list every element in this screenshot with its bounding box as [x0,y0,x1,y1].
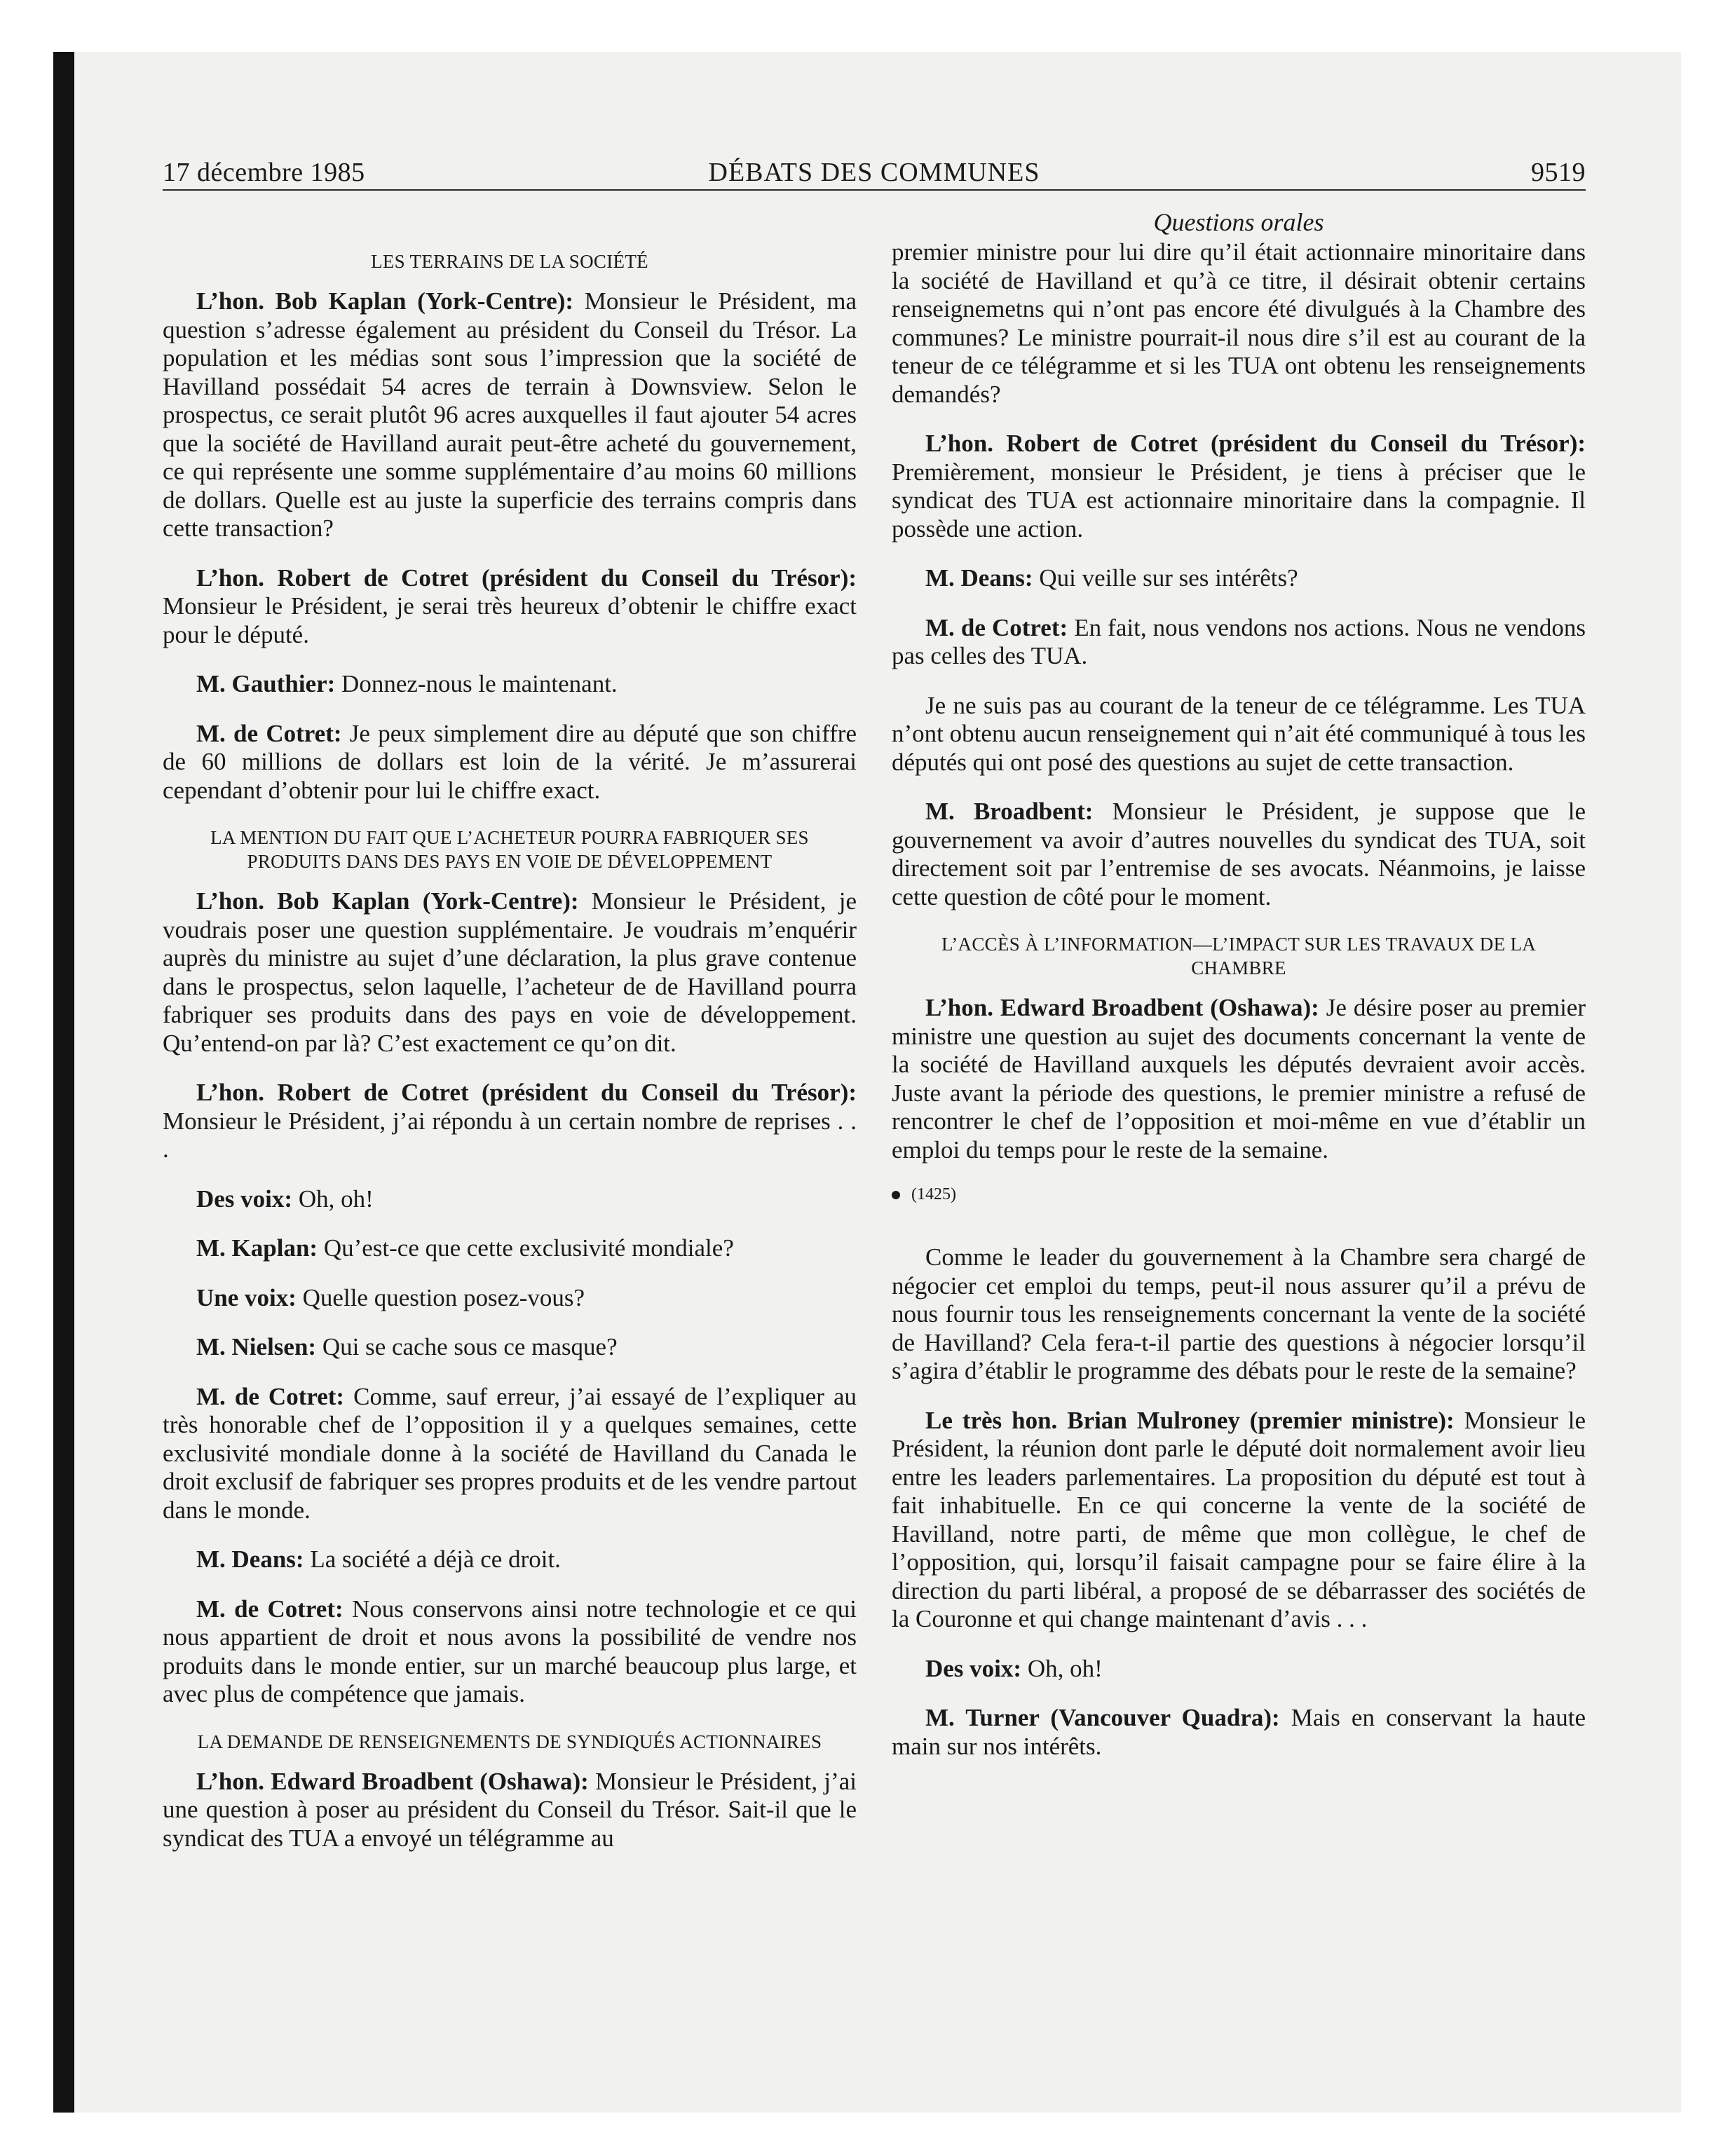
speaker-name: Une voix: [196,1283,297,1311]
continued-paragraph: premier ministre pour lui dire qu’il était actionnaire minoritaire dans la société de Havilland et qu’à ce titre, il désirait obtenir certains renseignemetns qui n’ont pas encore été divulgués à la Chambre des communes? Le ministre pourrait-il nous dire s’il est au courant de la teneur de ce télégramme et si les TUA ont obtenu les renseignements demandés? [892,238,1586,408]
speaker-name: M. Turner (Vancouver Quadra): [925,1704,1280,1731]
speech-paragraph [163,1546,857,1574]
speech-text: Qui se cache sous ce masque? [316,1333,618,1360]
speech-text: Nous conservons ainsi notre technologie et ce qui nous appartient de droit et nous avons la possibilité de vendre nos produits dans le monde entier, sur un marché beaucoup plus large, et avec plus de compétence que jamais. [163,1595,857,1707]
speech-text: Quelle question posez-vous? [296,1283,585,1311]
speech-paragraph [163,287,857,543]
speech-paragraph [163,670,857,699]
speech-text: Monsieur le Président, j’ai répondu à un certain nombre de reprises . . . [163,1107,857,1163]
speaker-name: M. Broadbent: [925,798,1094,825]
speech-text: Donnez-nous le maintenant. [335,670,618,697]
speech-paragraph [163,1333,857,1362]
subject-heading: LA MENTION DU FAIT QUE L’ACHETEUR POURRA FABRIQUER SES PRODUITS DANS DES PAYS EN VOIE DE DÉVELOPPEMENT [210,827,809,872]
speaker-name: M. de Cotret: [196,719,342,747]
speech-paragraph: Comme le leader du gouvernement à la Chambre sera chargé de négocier cet emploi du temps, peut-il nous assurer qu’il a prévu de nous fournir tous les renseignements concernant la vente de la société de Havilland? Cela fera-t-il partie des questions à négocier lorsqu’il s’agira d’établir le programme des débats pour le reste de la semaine? [892,1243,1586,1384]
speaker-name: L’hon. Robert de Cotret (président du Conseil du Trésor): [196,1079,857,1106]
speaker-name: L’hon. Bob Kaplan (York-Centre): [196,287,574,315]
right-column [892,238,1586,1782]
speaker-name: Des voix: [196,1185,293,1213]
speaker-name: M. de Cotret: [196,1382,345,1410]
speaker-name: L’hon. Robert de Cotret (président du Conseil du Trésor): [925,430,1586,457]
speaker-name: Des voix: [925,1654,1022,1682]
speech-text: Je peux simplement dire au député que son chiffre de 60 millions de dollars est loin de la vérité. Je m’assurerai cependant d’obtenir pour lui le chiffre exact. [163,719,857,804]
speech-text: Mais en conservant la haute main sur nos intérêts. [892,1704,1586,1760]
speech-paragraph [892,564,1586,593]
speech-text: En fait, nous vendons nos actions. Nous ne vendons pas celles des TUA. [892,613,1586,669]
speech-paragraph [892,614,1586,671]
speech-paragraph [163,1595,857,1709]
speech-paragraph [892,798,1586,911]
speech-paragraph [892,430,1586,543]
header-title: DÉBATS DES COMMUNES [708,158,1040,187]
subject-heading: LA DEMANDE DE RENSEIGNEMENTS DE SYNDIQUÉS ACTIONNAIRES [197,1731,822,1752]
speech-text: Comme, sauf erreur, j’ai essayé de l’expliquer au très honorable chef de l’opposition il y a quelques semaines, cette exclusivité mondiale donne à la société de Havilland du Canada le droit exclusif de fabriquer ses propres produits et de les vendre partout dans le monde. [163,1382,857,1524]
speaker-name: L’hon. Edward Broadbent (Oshawa): [925,994,1319,1021]
speaker-name: M. Deans: [196,1546,304,1573]
speech-text: Monsieur le Président, je suppose que le gouvernement va avoir d’autres nouvelles du syndicat des TUA, soit directement soit par l’entremise de ses avocats. Néanmoins, je laisse cette question de côté pour le moment. [892,798,1586,910]
binding-edge [53,52,74,2113]
speech-paragraph [163,1383,857,1525]
speech-text: Je désire poser au premier ministre une question au sujet des documents concernant la vente de la société de Havilland auxquels les députés devraient avoir accès. Juste avant la période des questions, le premier ministre a refusé de rencontrer le chef de l’opposition et moi-même en vue d’établir un emploi du temps pour le reste de la semaine. [892,994,1586,1164]
subject-heading: L’ACCÈS À L’INFORMATION—L’IMPACT SUR LES TRAVAUX DE LA CHAMBRE [941,934,1537,978]
speech-paragraph [163,720,857,805]
speaker-name: L’hon. Bob Kaplan (York-Centre): [196,887,579,915]
time-stamp-text: (1425) [911,1185,956,1203]
page-number: 9519 [1531,158,1586,187]
speech-paragraph [163,1284,857,1313]
subject-heading: LES TERRAINS DE LA SOCIÉTÉ [371,251,648,272]
speech-text: Qui veille sur ses intérêts? [1033,564,1298,592]
speaker-name: M. Nielsen: [196,1333,317,1360]
time-stamp [892,1185,1586,1204]
speech-paragraph [163,1185,857,1214]
speech-text: Oh, oh! [292,1185,374,1213]
speech-paragraph [163,1079,857,1164]
speech-paragraph [163,564,857,650]
speech-paragraph [163,887,857,1058]
speech-paragraph [892,1407,1586,1634]
speech-paragraph [163,1234,857,1263]
speech-text: Monsieur le Président, je voudrais poser une question supplémentaire. Je voudrais m’enquérir auprès du ministre au sujet d’une déclaration, la plus grave contenue dans le prospectus, selon laquelle, l’acheteur de de Havilland pourra fabriquer ses produits dans des pays en voie de développement. Qu’entend-on par là? C’est exactement ce qu’on dit. [163,887,857,1057]
speaker-name: M. Gauthier: [196,670,336,697]
speaker-name: L’hon. Edward Broadbent (Oshawa): [196,1767,589,1795]
bullet-icon [892,1191,900,1199]
speaker-name: M. Kaplan: [196,1234,318,1262]
speaker-name: M. de Cotret: [196,1595,343,1623]
speech-paragraph [892,1704,1586,1761]
speech-text: Oh, oh! [1021,1654,1103,1682]
speech-paragraph: Je ne suis pas au courant de la teneur de ce télégramme. Les TUA n’ont obtenu aucun renseignement qui n’ait été communiqué à tous les députés qui ont posé des questions au sujet de cette transaction. [892,691,1586,776]
speaker-name: M. de Cotret: [925,613,1068,641]
speech-text: Monsieur le Président, la réunion dont parle le député doit normalement avoir lieu entre les leaders parlementaires. La proposition du député est tout à fait inhabituelle. En ce qui concerne la vente de la société de Havilland, notre parti, de même que mon collègue, le chef de l’opposition, qui, lorsqu’il faisait campagne pour se faire élire à la direction du parti libéral, a proposé de se débarrasser des sociétés de la Couronne et qui change maintenant d’avis . . . [892,1406,1586,1632]
speech-text: Monsieur le Président, je serai très heureux d’obtenir le chiffre exact pour le député. [163,592,857,648]
running-header [163,156,1586,191]
speaker-name: L’hon. Robert de Cotret (président du Conseil du Trésor): [196,564,857,592]
speaker-name: Le très hon. Brian Mulroney (premier ministre): [925,1406,1455,1434]
speech-paragraph [892,994,1586,1164]
left-column [163,238,857,1874]
speech-text: Qu’est-ce que cette exclusivité mondiale? [318,1234,734,1262]
speaker-name: M. Deans: [925,564,1033,592]
speech-text: La société a déjà ce droit. [304,1546,561,1573]
speech-text: Monsieur le Président, j’ai une question à poser au président du Conseil du Trésor. Sait-il que le syndicat des TUA a envoyé un télégramme au [163,1767,857,1852]
speech-text: Monsieur le Président, ma question s’adresse également au président du Conseil du Trésor. La population et les médias sont sous l’impression que la société de Havilland possédait 54 acres de terrain à Downsview. Selon le prospectus, ce serait plutôt 96 acres auxquelles il faut ajouter 54 acres que la société de Havilland aurait peut-être acheté du gouvernement, ce qui représente une somme supplémentaire d’au moins 60 millions de dollars. Quelle est au juste la superficie des terrains compris dans cette transaction? [163,287,857,542]
section-label: Questions orales [1153,208,1324,236]
header-date: 17 décembre 1985 [163,158,365,187]
speech-paragraph [892,1655,1586,1684]
speech-paragraph [163,1768,857,1853]
speech-text: Premièrement, monsieur le Président, je tiens à préciser que le syndicat des TUA est actionnaire minoritaire dans la compagnie. Il possède une action. [892,458,1586,543]
